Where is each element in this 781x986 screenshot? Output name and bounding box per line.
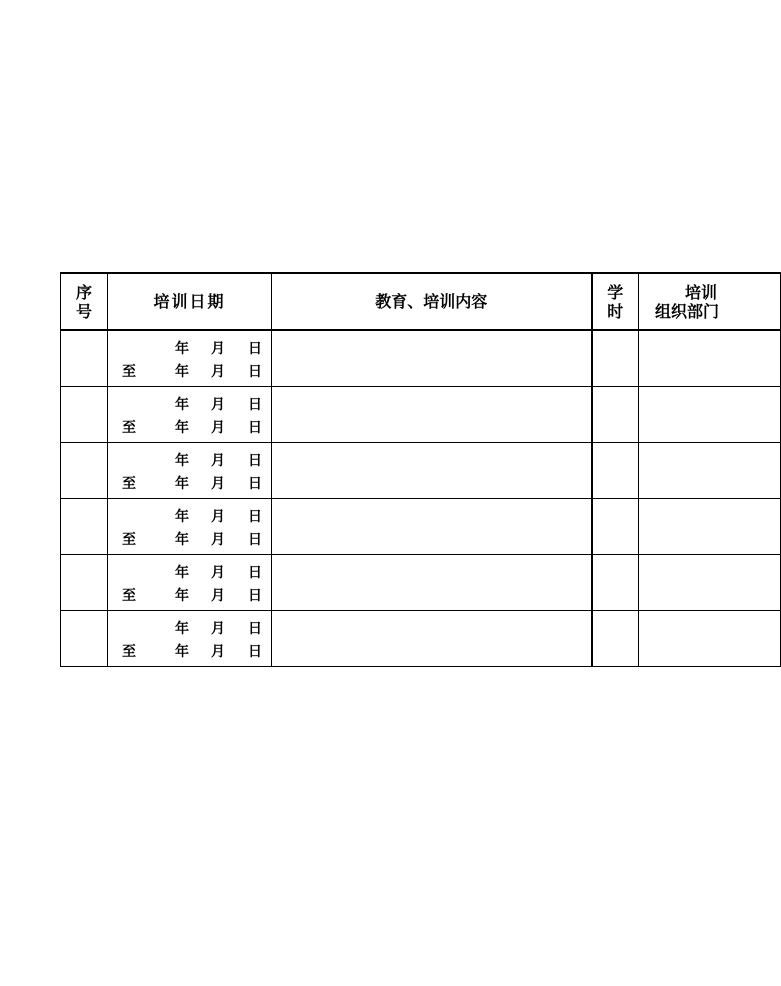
date-to-line [108,588,271,604]
content-cell[interactable] [272,330,592,386]
date-year-label: 年 [175,475,189,492]
date-month-label: 月 [211,341,225,357]
date-cell[interactable] [108,442,272,498]
date-from-line [108,341,271,357]
table-row [61,498,781,554]
seq-cell[interactable] [61,554,108,610]
date-cell[interactable] [108,610,272,666]
date-from-line [108,621,271,637]
date-month-label: 月 [211,396,225,413]
table-row [61,554,781,610]
header-training-date: 培训日期 [108,273,272,330]
date-to-label: 至 [122,587,136,604]
table-row [61,610,781,666]
header-seq [61,273,108,330]
table-row [61,442,781,498]
date-year-label: 年 [175,364,189,380]
hours-cell[interactable] [592,498,639,554]
date-day-label: 日 [248,452,262,469]
date-to-label: 至 [122,419,136,436]
hours-cell[interactable] [592,610,639,666]
date-month-label: 月 [211,564,225,581]
date-month-label: 月 [211,531,225,548]
date-day-label: 日 [248,564,262,581]
date-year-label: 年 [175,643,189,660]
date-from-line [108,397,271,413]
date-day-label: 日 [248,531,262,548]
date-month-label: 月 [211,508,225,525]
date-day-label: 日 [248,587,262,604]
date-to-line [108,476,271,492]
date-month-label: 月 [211,364,225,380]
date-cell[interactable] [108,554,272,610]
date-to-label: 至 [122,475,136,492]
header-training-content: 教育、培训内容 [272,273,592,330]
organizer-cell[interactable] [639,498,781,554]
date-cell[interactable] [108,330,272,386]
hours-cell[interactable] [592,442,639,498]
date-cell[interactable] [108,386,272,442]
seq-cell[interactable] [61,330,108,386]
date-to-label: 至 [122,531,136,548]
date-month-label: 月 [211,475,225,492]
content-cell[interactable] [272,610,592,666]
date-from-line [108,509,271,525]
date-year-label: 年 [175,587,189,604]
date-day-label: 日 [248,419,262,436]
seq-cell[interactable] [61,386,108,442]
content-cell[interactable] [272,386,592,442]
organizer-cell[interactable] [639,330,781,386]
date-to-line [108,532,271,548]
content-cell[interactable] [272,554,592,610]
organizer-cell[interactable] [639,610,781,666]
content-cell[interactable] [272,498,592,554]
hours-cell[interactable] [592,386,639,442]
seq-cell[interactable] [61,610,108,666]
hours-cell[interactable] [592,330,639,386]
date-month-label: 月 [211,643,225,660]
date-day-label: 日 [248,620,262,637]
date-year-label: 年 [175,452,189,469]
date-cell[interactable] [108,498,272,554]
date-to-label: 至 [122,643,136,660]
date-day-label: 日 [248,475,262,492]
date-day-label: 日 [248,643,262,660]
header-hours-line1: 学 [607,282,624,302]
date-day-label: 日 [248,364,262,380]
date-year-label: 年 [175,620,189,637]
date-year-label: 年 [175,531,189,548]
date-year-label: 年 [175,564,189,581]
header-hours-line2: 时 [607,301,624,321]
date-month-label: 月 [211,587,225,604]
date-from-line [108,565,271,581]
date-to-label: 至 [122,364,136,380]
date-day-label: 日 [248,508,262,525]
date-year-label: 年 [175,419,189,436]
content-cell[interactable] [272,442,592,498]
date-month-label: 月 [211,452,225,469]
date-to-line [108,364,271,380]
table-row [61,386,781,442]
organizer-cell[interactable] [639,554,781,610]
date-to-line [108,644,271,660]
organizer-cell[interactable] [639,386,781,442]
date-year-label: 年 [175,508,189,525]
date-day-label: 日 [248,341,262,357]
header-hours [592,273,639,330]
date-year-label: 年 [175,396,189,413]
organizer-cell[interactable] [639,442,781,498]
seq-cell[interactable] [61,442,108,498]
seq-cell[interactable] [61,498,108,554]
header-seq-line1: 序 [75,282,92,302]
table-row [61,330,781,386]
hours-cell[interactable] [592,554,639,610]
header-organizer [639,273,781,330]
training-record-table [60,272,781,667]
header-row [61,273,781,330]
header-organizer-line2: 组织部门 [655,301,720,321]
table-body [61,330,781,666]
date-month-label: 月 [211,419,225,436]
header-organizer-line1: 培训 [685,282,718,302]
header-seq-line2: 号 [75,301,92,321]
date-day-label: 日 [248,396,262,413]
date-from-line [108,453,271,469]
date-month-label: 月 [211,620,225,637]
date-to-line [108,420,271,436]
date-year-label: 年 [175,341,189,357]
